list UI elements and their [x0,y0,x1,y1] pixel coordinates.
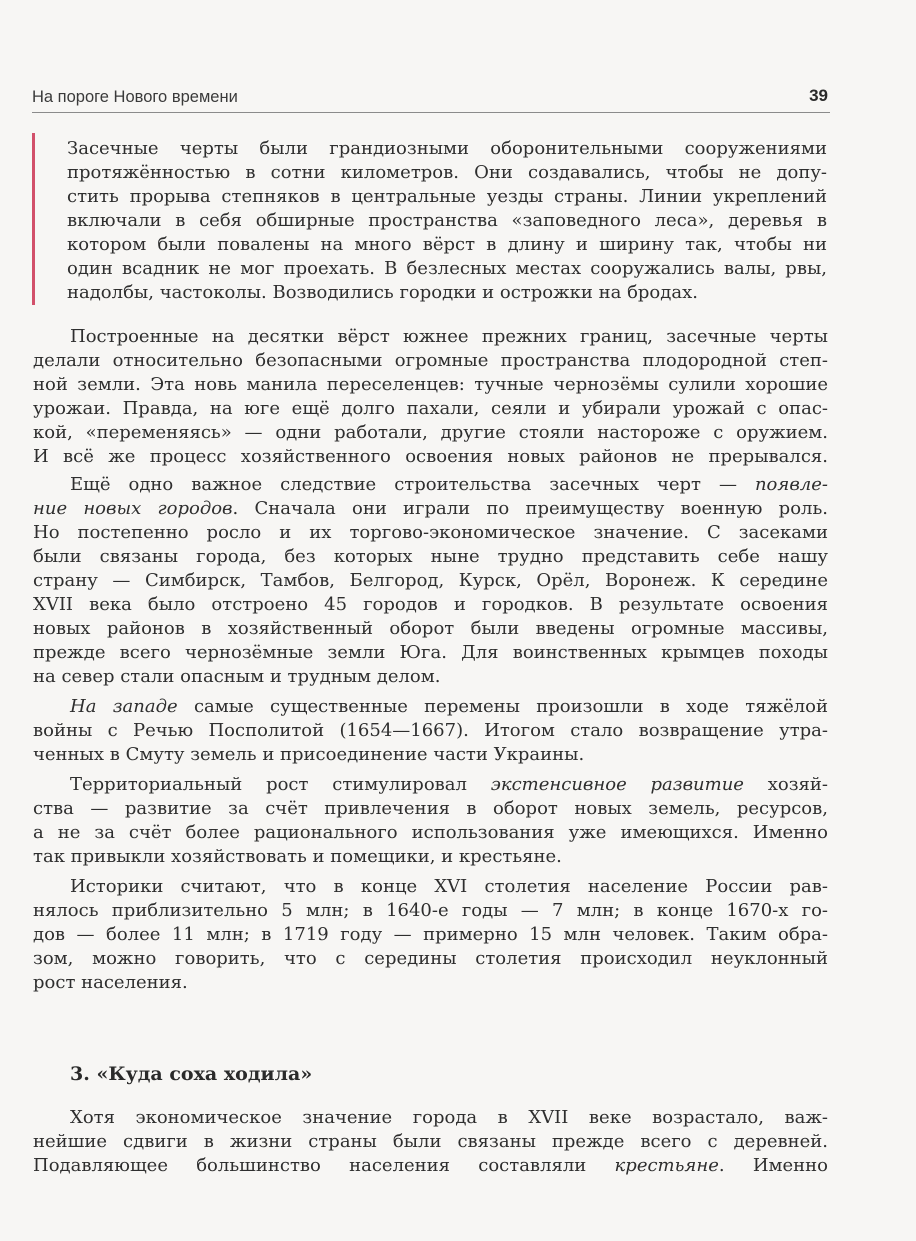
page-number: 39 [809,86,828,105]
note-line: один всадник не мог проехать. В безлесных местах сооружались валы, рвы, [67,258,827,279]
note-line: включали в себя обширные пространства «заповедного леса», деревья в [67,210,827,231]
text-line: делали относительно безопасными огромные пространства плодородной степ- [33,350,828,371]
note-line: протяжённостью в сотни километров. Они создавались, чтобы не допу- [67,162,827,183]
text-line: страну — Симбирск, Тамбов, Белгород, Курск, Орёл, Воронеж. К середине [33,570,828,591]
text-line: нейшие сдвиги в жизни страны были связаны прежде всего с деревней. [33,1131,828,1152]
text-line: а не за счёт более рационального использования уже имеющихся. Именно [33,822,828,843]
text-line: Но постепенно росло и их торгово-экономическое значение. С засеками [33,522,828,543]
text-line: ства — развитие за счёт привлечения в оборот новых земель, ресурсов, [33,798,828,819]
text-line: ние новых городов. Сначала они играли по преимуществу военную роль. [33,498,828,519]
text-line: Построенные на десятки вёрст южнее прежних границ, засечные черты [70,326,828,347]
italic-term: экстенсивное развитие [490,774,744,795]
running-header [32,88,830,113]
italic-term: На западе [70,696,178,717]
text-line: прежде всего чернозёмные земли Юга. Для воинственных крымцев походы [33,642,828,663]
text-line: рост населения. [33,972,188,993]
text-line: новых районов в хозяйственный оборот были введены огромные массивы, [33,618,828,639]
note-accent-bar [32,133,35,305]
text-line: зом, можно говорить, что с середины столетия происходил неуклонный [33,948,828,969]
note-line: надолбы, частоколы. Возводились городки и острожки на бродах. [67,282,698,303]
note-line: котором были повалены на много вёрст в длину и ширину так, чтобы ни [67,234,827,255]
italic-term: крестьяне [614,1155,719,1176]
text-line: И всё же процесс хозяйственного освоения новых районов не прерывался. [33,446,828,467]
section-heading: 3. «Куда соха ходила» [70,1063,313,1085]
text-line: урожаи. Правда, на юге ещё долго пахали, сеяли и убирали урожай с опас- [33,398,828,419]
text-line: XVII века было отстроено 45 городов и городков. В результате освоения [33,594,828,615]
text-line: Историки считают, что в конце XVI столетия население России рав- [70,876,828,897]
text-line: дов — более 11 млн; в 1719 году — примерно 15 млн человек. Таким обра- [33,924,828,945]
text-line: так привыкли хозяйствовать и помещики, и крестьяне. [33,846,562,867]
text-line: На западе самые существенные перемены произошли в ходе тяжёлой [70,696,828,717]
text-line: ченных в Смуту земель и присоединение части Украины. [33,744,585,765]
text-line: войны с Речью Посполитой (1654—1667). Итогом стало возвращение утра- [33,720,828,741]
header-title: На пороге Нового времени [32,88,238,106]
note-line: стить прорыва степняков в центральные уезды страны. Линии укреплений [67,186,827,207]
text-line: Ещё одно важное следствие строительства засечных черт — появле- [70,474,828,495]
text-line: ной земли. Эта новь манила переселенцев: тучные чернозёмы сулили хорошие [33,374,828,395]
italic-term: ние новых городов [33,498,233,519]
text-line: Подавляющее большинство населения составляли крестьяне. Именно [33,1155,829,1176]
note-line: Засечные черты были грандиозными оборонительными сооружениями [67,138,827,159]
text-line: нялось приблизительно 5 млн; в 1640-е годы — 7 млн; в конце 1670-х го- [33,900,828,921]
text-line: были связаны города, без которых ныне трудно представить себе нашу [33,546,828,567]
text-line: Хотя экономическое значение города в XVII веке возрастало, важ- [70,1107,828,1128]
text-line: кой, «переменяясь» — одни работали, другие стояли настороже с оружием. [33,422,828,443]
italic-term: появле- [754,474,828,495]
text-line: на север стали опасным и трудным делом. [33,666,441,687]
text-line: Территориальный рост стимулировал экстенсивное развитие хозяй- [70,774,828,795]
